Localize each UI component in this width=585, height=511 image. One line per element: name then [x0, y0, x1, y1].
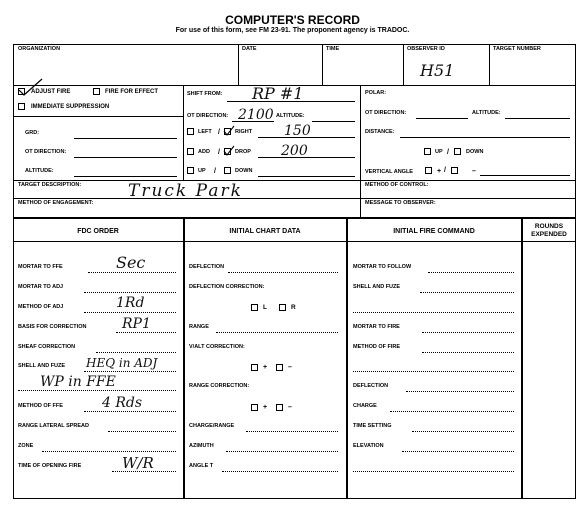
range-corr-plus-label: +: [263, 404, 268, 411]
polar-ot-direction-label: OT DIRECTION:: [365, 110, 407, 116]
time-of-opening-fire-label: TIME OF OPENING FIRE: [18, 463, 82, 469]
fdc-shell-and-fuze-field[interactable]: [84, 371, 176, 372]
range-corr-minus-checkbox[interactable]: [276, 404, 283, 411]
immediate-suppression-checkbox[interactable]: [18, 103, 25, 110]
deflection-correction-label: DEFLECTION CORRECTION:: [189, 284, 265, 290]
range-corr-plus-checkbox[interactable]: [251, 404, 258, 411]
target-description-value[interactable]: Truck Park: [128, 181, 243, 201]
mortar-to-follow-field[interactable]: [428, 272, 514, 273]
deflection-l-checkbox[interactable]: [251, 304, 258, 311]
up-down-field[interactable]: [258, 176, 355, 177]
observer-id-value[interactable]: H51: [420, 61, 455, 80]
vertical-angle-label: VERTICAL ANGLE: [365, 169, 413, 175]
grid-label: GRD:: [25, 130, 40, 136]
azimuth-field[interactable]: [226, 451, 338, 452]
drop-value[interactable]: 200: [281, 143, 308, 159]
shift-ot-direction-label: OT DIRECTION:: [187, 113, 229, 119]
sheaf-correction-field[interactable]: [96, 352, 176, 353]
fire-for-effect-label: FIRE FOR EFFECT: [105, 89, 158, 95]
up-down-separator: /: [214, 168, 216, 175]
mission-ot-direction-field[interactable]: [74, 157, 177, 158]
fire-shell-and-fuze-field[interactable]: [420, 292, 514, 293]
checkmark-icon: [223, 145, 235, 157]
method-of-fire-field-2[interactable]: [353, 371, 514, 372]
vertical-angle-plus-checkbox[interactable]: [425, 167, 432, 174]
mortar-to-ffe-value[interactable]: Sec: [116, 253, 146, 272]
mortar-to-fire-field[interactable]: [422, 332, 514, 333]
polar-up-checkbox[interactable]: [424, 148, 431, 155]
time-setting-label: TIME SETTING: [353, 423, 392, 429]
drop-label: DROP: [235, 149, 251, 155]
add-drop-separator: /: [218, 149, 220, 156]
shift-from-label: SHIFT FROM:: [187, 91, 223, 97]
method-of-adj-value[interactable]: 1Rd: [116, 295, 145, 311]
polar-down-checkbox[interactable]: [454, 148, 461, 155]
add-label: ADD: [198, 149, 210, 155]
elevation-field[interactable]: [402, 451, 514, 452]
fdc-shell-and-fuze-value[interactable]: HEQ in ADJ: [86, 356, 158, 370]
mission-altitude-field[interactable]: [74, 176, 177, 177]
fdc-shell-and-fuze-field-2[interactable]: [18, 390, 176, 391]
mission-ot-direction-label: OT DIRECTION:: [25, 149, 67, 155]
vertical-angle-field[interactable]: [480, 175, 570, 176]
method-of-ffe-label: METHOD OF FFE: [18, 403, 63, 409]
basis-for-correction-label: BASIS FOR CORRECTION: [18, 324, 87, 330]
fire-deflection-label: DEFLECTION: [353, 383, 389, 389]
form-title: COMPUTER'S RECORD: [225, 13, 360, 27]
shift-ot-direction-value[interactable]: 2100: [238, 107, 274, 123]
chart-deflection-label: DEFLECTION: [189, 264, 225, 270]
mortar-to-fire-label: MORTAR TO FIRE: [353, 324, 400, 330]
vertical-angle-separator: /: [444, 167, 446, 174]
fdc-shell-and-fuze-label: SHELL AND FUZE: [18, 363, 66, 369]
polar-label: POLAR:: [365, 90, 387, 96]
method-of-control-label: METHOD OF CONTROL:: [365, 182, 429, 188]
polar-altitude-label: ALTITUDE:: [472, 110, 501, 116]
chart-range-field[interactable]: [216, 332, 338, 333]
left-label: LEFT: [198, 129, 212, 135]
observer-id-label: OBSERVER ID: [407, 46, 445, 52]
basis-for-correction-value[interactable]: RP1: [122, 316, 151, 332]
mortar-to-adj-label: MORTAR TO ADJ: [18, 284, 64, 290]
polar-up-down-separator: /: [447, 149, 449, 156]
left-checkbox[interactable]: [187, 128, 194, 135]
method-of-fire-label: METHOD OF FIRE: [353, 344, 401, 350]
initial-chart-data-heading: INITIAL CHART DATA: [229, 228, 301, 235]
range-corr-minus-label: –: [288, 404, 292, 411]
charge-range-label: CHARGE/RANGE: [189, 423, 235, 429]
deflection-r-checkbox[interactable]: [279, 304, 286, 311]
angle-t-label: ANGLE T: [189, 463, 214, 469]
elevation-field-2[interactable]: [353, 471, 514, 472]
shift-from-value[interactable]: RP #1: [252, 84, 304, 103]
organization-label: ORGANIZATION: [18, 46, 61, 52]
valt-minus-checkbox[interactable]: [276, 364, 283, 371]
valt-plus-label: +: [263, 364, 268, 371]
shift-altitude-field[interactable]: [312, 121, 355, 122]
deflection-l-label: L: [263, 304, 267, 311]
polar-ot-direction-field[interactable]: [416, 118, 468, 119]
polar-up-label: UP: [435, 149, 443, 155]
charge-range-field[interactable]: [246, 431, 338, 432]
chart-range-label: RANGE: [189, 324, 209, 330]
right-label: RIGHT: [235, 129, 253, 135]
range-correction-label: RANGE CORRECTION:: [189, 383, 250, 389]
basis-for-correction-field[interactable]: [116, 332, 176, 333]
mission-altitude-label: ALTITUDE:: [25, 168, 54, 174]
shift-altitude-label: ALTITUDE:: [276, 113, 305, 119]
rounds-expended-heading-2: EXPENDED: [531, 231, 567, 238]
mortar-to-ffe-label: MORTAR TO FFE: [18, 264, 63, 270]
left-right-separator: /: [218, 129, 220, 136]
add-checkbox[interactable]: [187, 148, 194, 155]
mortar-to-adj-field[interactable]: [84, 292, 176, 293]
time-setting-field[interactable]: [412, 431, 514, 432]
immediate-suppression-label: IMMEDIATE SUPPRESSION: [31, 104, 110, 110]
method-of-ffe-value[interactable]: 4 Rds: [102, 395, 143, 411]
fire-shell-and-fuze-field-2[interactable]: [353, 312, 514, 313]
time-of-opening-fire-value[interactable]: W/R: [122, 454, 154, 472]
angle-t-field[interactable]: [222, 471, 338, 472]
down-checkbox[interactable]: [224, 167, 231, 174]
grid-field[interactable]: [74, 138, 177, 139]
down-label: DOWN: [235, 168, 253, 174]
chart-deflection-field[interactable]: [228, 272, 338, 273]
date-label: DATE: [242, 46, 257, 52]
time-label: TIME: [326, 46, 340, 52]
message-to-observer-label: MESSAGE TO OBSERVER:: [365, 200, 436, 206]
elevation-label: ELEVATION: [353, 443, 384, 449]
zone-label: ZONE: [18, 443, 34, 449]
sheaf-correction-label: SHEAF CORRECTION: [18, 344, 76, 350]
initial-fire-command-heading: INITIAL FIRE COMMAND: [393, 228, 475, 235]
fire-for-effect-checkbox[interactable]: [93, 88, 100, 95]
method-of-adj-label: METHOD OF ADJ: [18, 304, 64, 310]
range-lateral-spread-label: RANGE LATERAL SPREAD: [18, 423, 89, 429]
zone-field[interactable]: [42, 451, 176, 452]
mortar-to-follow-label: MORTAR TO FOLLOW: [353, 264, 412, 270]
target-description-label: TARGET DESCRIPTION:: [18, 182, 82, 188]
up-checkbox[interactable]: [187, 167, 194, 174]
charge-field[interactable]: [390, 411, 514, 412]
adjust-fire-label: ADJUST FIRE: [31, 89, 71, 95]
valt-correction-label: V/ALT CORRECTION:: [189, 344, 245, 350]
distance-label: DISTANCE:: [365, 129, 395, 135]
range-lateral-spread-field[interactable]: [108, 431, 176, 432]
fdc-order-heading: FDC ORDER: [77, 228, 119, 235]
vertical-angle-minus-checkbox[interactable]: [451, 167, 458, 174]
checkmark-icon: [223, 125, 235, 137]
vertical-angle-minus-label: –: [472, 168, 476, 175]
charge-label: CHARGE: [353, 403, 377, 409]
azimuth-label: AZIMUTH: [189, 443, 214, 449]
distance-field[interactable]: [400, 137, 570, 138]
target-number-label: TARGET NUMBER: [493, 46, 541, 52]
method-of-ffe-field[interactable]: [84, 411, 176, 412]
mortar-to-ffe-field[interactable]: [88, 272, 176, 273]
fire-deflection-field[interactable]: [406, 391, 514, 392]
polar-altitude-field[interactable]: [505, 118, 570, 119]
method-of-engagement-label: METHOD OF ENGAGEMENT:: [18, 200, 94, 206]
form-subtitle: For use of this form, see FM 23-91. The proponent agency is TRADOC.: [175, 27, 410, 34]
valt-minus-label: –: [288, 364, 292, 371]
method-of-adj-field[interactable]: [84, 312, 176, 313]
deflection-r-label: R: [291, 304, 296, 311]
polar-down-label: DOWN: [466, 149, 484, 155]
fire-shell-and-fuze-label: SHELL AND FUZE: [353, 284, 401, 290]
method-of-fire-field[interactable]: [422, 352, 514, 353]
vertical-angle-plus-label: +: [437, 168, 442, 175]
fdc-shell-and-fuze-value-2[interactable]: WP in FFE: [40, 374, 116, 390]
valt-plus-checkbox[interactable]: [251, 364, 258, 371]
rounds-expended-heading-1: ROUNDS: [534, 223, 564, 230]
right-value[interactable]: 150: [284, 123, 311, 139]
up-label: UP: [198, 168, 206, 174]
